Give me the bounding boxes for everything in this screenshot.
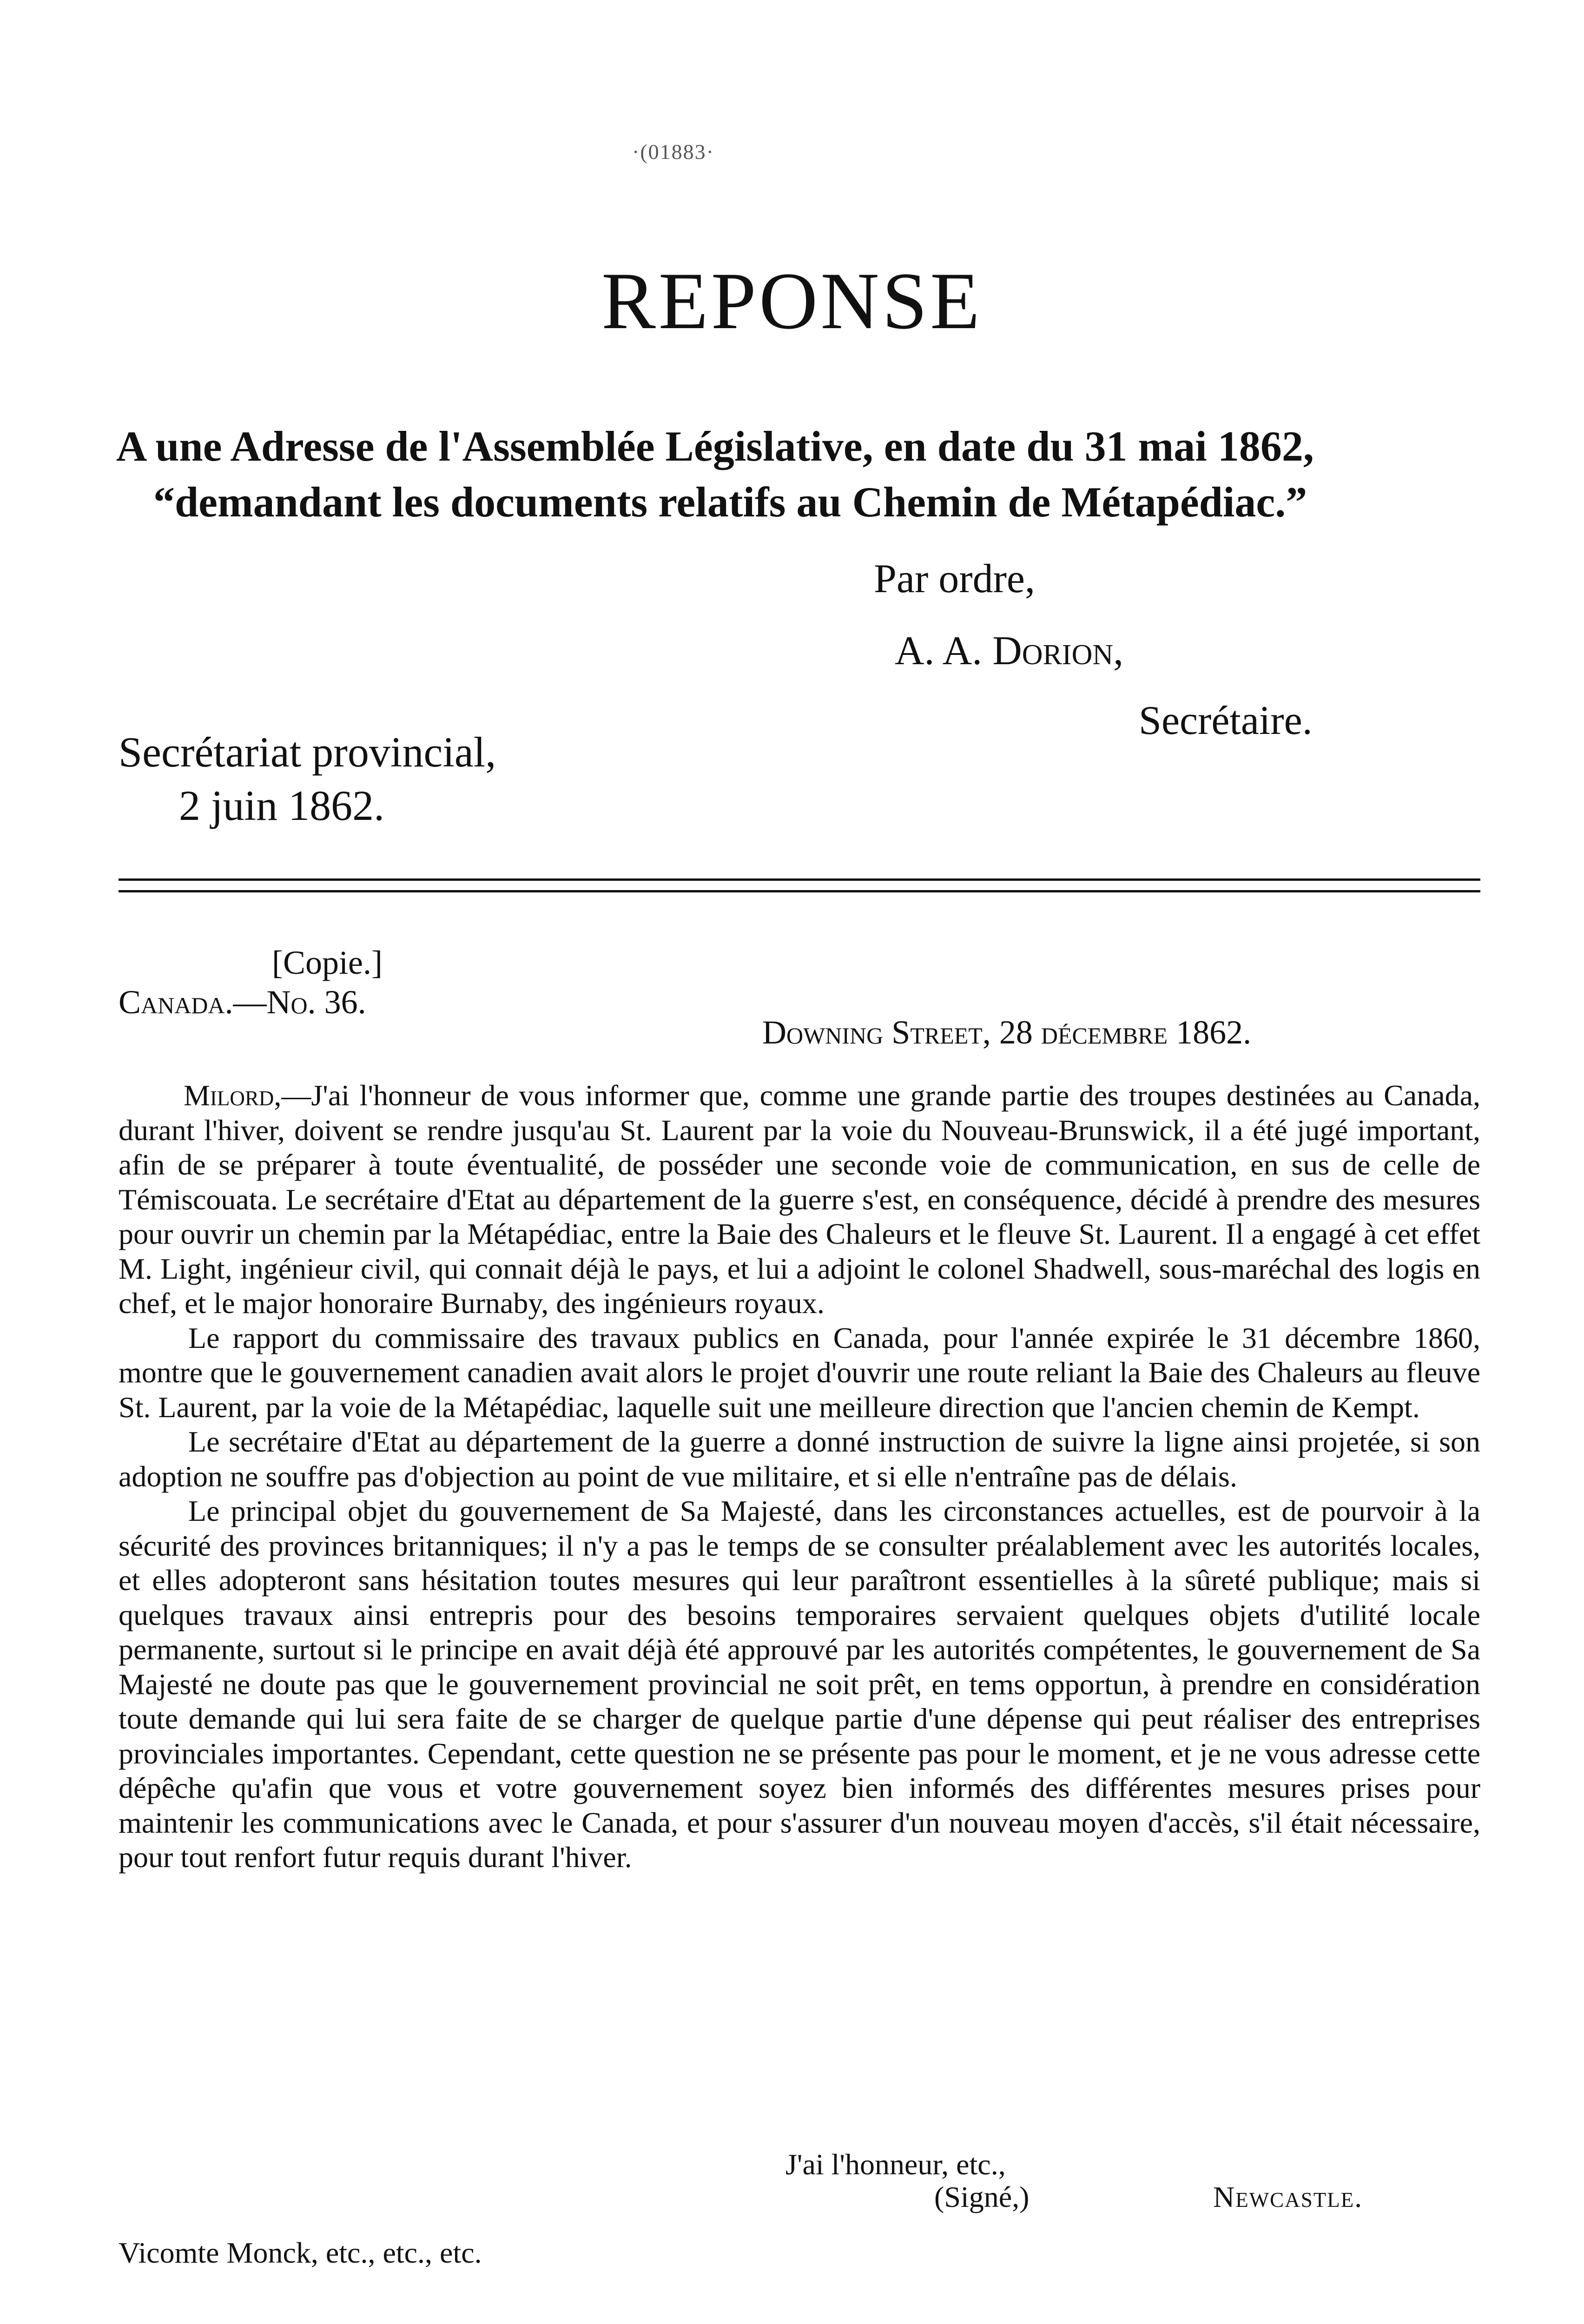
- addressee: Vicomte Monck, etc., etc., etc.: [119, 2236, 482, 2269]
- paragraph: [119, 1078, 1480, 1321]
- paragraph: Le secrétaire d'Etat au département de la guerre a donné instruction de suivre la ligne ainsi projetée, si son adoption ne souffre pas d'objection au point de vue militaire, et si elle n'entraîne pas de délais.: [119, 1425, 1480, 1493]
- double-rule-divider: [119, 878, 1480, 892]
- signed-label: (Signé,): [934, 2180, 1030, 2213]
- dispatch-place-date: Downing Street, 28 décembre 1862.: [762, 1014, 1252, 1051]
- signer-title: Secrétaire.: [1139, 698, 1313, 743]
- closing: J'ai l'honneur, etc.,: [785, 2148, 1006, 2181]
- signer-name: A. A. Dorion,: [895, 628, 1124, 673]
- paragraph: Le principal objet du gouvernement de Sa Majesté, dans les circonstances actuelles, est de pourvoir à la sécurité des provinces britanniques; il n'y a pas le temps de se consulter préalablement avec les autorités locales, et elles adopteront sans hésitation toutes mesures qui leur paraîtront essentielles à la sûreté publique; mais si quelques travaux ainsi entrepris pour des besoins temporaires servaient quelques objets d'utilité locale permanente, surtout si le principe en avait déjà été approuvé par les autorités compétentes, le gouvernement de Sa Majesté ne doute pas que le gouvernement provincial ne soit prêt, en tems opportun, à prendre en considération toute demande qui lui sera faite de se charger de quelque partie d'une dépense qui peut réaliser des entreprises provinciales importantes. Cependant, cette question ne se présente pas pour le moment, et je ne vous adresse cette dépêche qu'afin que vous et votre gouvernement soyez bien informés des différentes mesures prises pour maintenir les communications avec le Canada, et pour s'assurer d'un nouveau moyen d'accès, s'il était nécessaire, pour tout renfort futur requis durant l'hiver.: [119, 1494, 1480, 1874]
- paragraph: Le rapport du commissaire des travaux publics en Canada, pour l'année expirée le 31 décembre 1860, montre que le gouvernement canadien avait alors le projet d'ouvrir une route reliant la Baie des Chaleurs au fleuve St. Laurent, par la voie de la Métapédiac, laquelle suit une meilleure direction que l'ancien chemin de Kempt.: [119, 1321, 1480, 1424]
- dispatch-body: [119, 1078, 1480, 1875]
- paragraph-text: —J'ai l'honneur de vous informer que, comme une grande partie des troupes destinées au Canada, durant l'hiver, doivent se rendre jusqu'au St. Laurent par la voie du Nouveau-Brunswick, il a été jugé important, afin de se préparer à toute éventualité, de posséder une seconde voie de communication, en sus de celle de Témiscouata. Le secrétaire d'Etat au département de la guerre s'est, en conséquence, décidé à prendre des mesures pour ouvrir un chemin par la Métapédiac, entre la Baie des Chaleurs et le fleuve St. Laurent. Il a engagé à cet effet M. Light, ingénieur civil, qui connait déjà le pays, et lui a adjoint le colonel Shadwell, sous-maréchal des logis en chef, et le major honoraire Burnaby, des ingénieurs royaux.: [119, 1079, 1480, 1320]
- copy-label: [Copie.]: [272, 944, 383, 981]
- office-name: Secrétariat provincial,: [119, 728, 496, 776]
- dispatch-number: Canada.—No. 36.: [119, 984, 366, 1021]
- office-date: 2 juin 1862.: [179, 782, 385, 829]
- by-order: Par ordre,: [874, 556, 1035, 601]
- page-title: REPONSE: [601, 256, 983, 346]
- salutation: Milord,: [184, 1079, 282, 1112]
- signature-name: Newcastle.: [1213, 2180, 1363, 2213]
- subtitle: A une Adresse de l'Assemblée Législative, en date du 31 mai 1862, “demandant les documents relatifs au Chemin de Métapédiac.”: [116, 423, 1314, 526]
- page-mark: ·(01883·: [632, 140, 714, 164]
